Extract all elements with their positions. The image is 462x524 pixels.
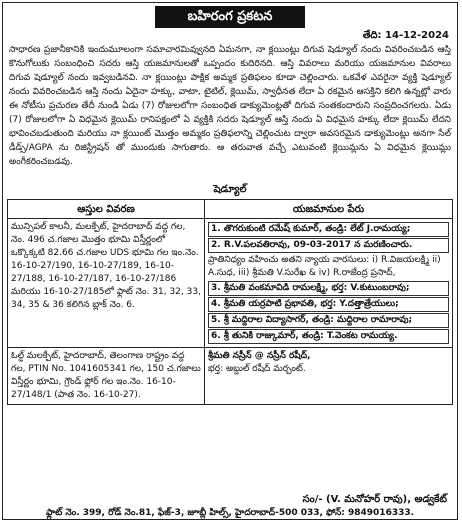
table-row xyxy=(8,219,453,348)
property-column-header: ఆస్తుల వివరణ xyxy=(8,200,205,219)
property-details: ఓల్డ్ మలక్పేట్, హైదరాబాద్, తెలంగాణ రాష్ట్రం వద్ద గల, PTIN No. 1041605341 గల, 150 చ.గజాలు విస్తీర్ణం భూమి, గ్రౌండ్ ఫ్లోర్ గల ఇం.నెం. 16-10-27/148/1 (పాత నెం. 16-10-27). xyxy=(8,348,205,405)
public-notice xyxy=(2,2,458,520)
table-row xyxy=(8,348,453,405)
owner-item: 2. R.V.పలవతిరావు, 09-03-2017 న మరణించారు. xyxy=(208,238,449,253)
schedule-heading: షెడ్యూల్ xyxy=(213,184,247,195)
notice-title: బహిరంగ ప్రకటన xyxy=(155,6,305,28)
owner-heirs: ప్రాతినిధ్యం వహించు అతని న్యాయ వారసులు: i) R.విజయలక్ష్మి ii) A.సుధ, iii) శ్రీమతి V.సురేఖ & iv) R.రాజేంద్ర ప్రసాద్, xyxy=(208,255,441,278)
owner-relation: భర్త: అబ్దుల్ రషీద్ మర్చంట్. xyxy=(208,364,306,374)
owner-item: 6. శ్రీ తునికి రాజ్కుమార్, తండ్రి: T.వెంకట రామయ్య. xyxy=(208,329,449,344)
notice-body: సాధారణ ప్రజానీకానికి ఇందుమూలంగా సమాచారమివ్వునది ఏమనగా, నా క్లయింట్లు దిగువ షెడ్యూల్ నందు వివరించబడిన ఆస్తి కొనుగోలుకు సంబంధించి సదరు ఆస్తి యజమానులతో ఒప్పందం కుదిరినది. ఆస్తి వివరాలు మరియు యజమానుల వివరాలు దిగువ షెడ్యూల్ నందు ఇవ్వబడినవి. నా క్లయింట్లు పాక్షిక అమ్మక ప్రతిఫలం కూడా చెల్లించారు. ఒకవేళ ఎవరైనా వ్యక్తి షెడ్యూల్ నందు వివరించబడిన ఆస్తి నందు ఏదైనా హక్కు, వాటా, టైటిల్, క్లెయిమ్, స్వాధీనత లేదా ఏ రకమైన ఆసక్తిని కలిగి ఉన్నట్లో వారు ఈ నోటీసు ప్రచురణ తేదీ నుండి ఏడు (7) రోజులలోగా సంబంధిత డాక్యుమెంట్లతో దిగువ సంతకందారుని సంప్రదించగలరు. ఏడు (7) రోజులలోగా ఏ విధమైన క్లెయిమ్ రానిపక్షంలో ఏ వ్యక్తికి సదరు షెడ్యూల్ ఆస్తి నందు ఏ విధమైన హక్కు లేదా క్లెయిమ్ లేదని భావించబడుతుంది మరియు నా క్లయింట్ మొత్తం అమ్మకం ప్రతిఫలాన్ని చెల్లించుట ద్వారా అవసరమైన డాక్యుమెంట్లు అనగా సేల్ డీడ్స్/AGPA ను రిజిస్ట్రేషన్ తో ముందుకు సాగుతారు. ఆ తరువాత వచ్చే ఎటువంటి క్లెయిమ్లను ఏ విధమైన క్లెయిమ్లు అంగీకరించబడవు. xyxy=(9,45,451,167)
owner-item: శ్రీమతి నస్రీన్ @ నస్రీన్ రషీద్, xyxy=(208,351,311,361)
notice-date: తేది: 14-12-2024 xyxy=(362,30,449,41)
advocate-address: ఫ్లాట్ నెం. 399, రోడ్ నెం.81, ఫేజ్-3, జూబ్లీ హిల్స్, హైదరాబాద్-500 033, ఫోన్: 9849016333. xyxy=(45,508,415,518)
schedule-table xyxy=(7,199,453,405)
owners-list xyxy=(205,219,453,348)
owner-item: 5. శ్రీ మద్దిరాల విద్యాసాగర్, తండ్రి: మద్దిరాల రామారావు; xyxy=(208,313,449,328)
owner-item: 1. తొగరుకుంటి రమేష్ కుమార్, తండ్రి: లేట్ J.రామయ్య; xyxy=(208,222,449,237)
advocate-signature: సం/- (V. మనోహర్ రావు), అడ్వకేట్ xyxy=(302,494,447,505)
owner-item: 4. శ్రీమతి యర్రపాటి ప్రభావతి, భర్త: Y.దత్తాత్రేయులు; xyxy=(208,297,449,312)
property-details: మున్సిపల్ కాలనీ, మలక్పేట్, హైదరాబాద్ వద్ద గల, నెం. 496 చ.గజాల మొత్తం భూమి విస్తీర్ణంలో ఒక్కొక్కటి 82.66 చ.గజాల UDS భూమి గల ఇం.నెం. 16-10-27/190, 16-10-27/189, 16-10-27/188, 16-10-27/187, 16-10-27/186 మరియు 16-10-27/185లో ఫ్లాట్ నెం. 31, 32, 33, 34, 35 & 36 కలిగిన బ్లాక్ నెం. 6. xyxy=(8,219,205,348)
owner-item: 3. శ్రీమతి వంకమావిడి రామలక్ష్మి, భర్త: V.కుటుంబరావు; xyxy=(208,281,449,296)
owners-list xyxy=(205,348,453,405)
owners-column-header: యజమానుల పేరు xyxy=(205,200,453,219)
